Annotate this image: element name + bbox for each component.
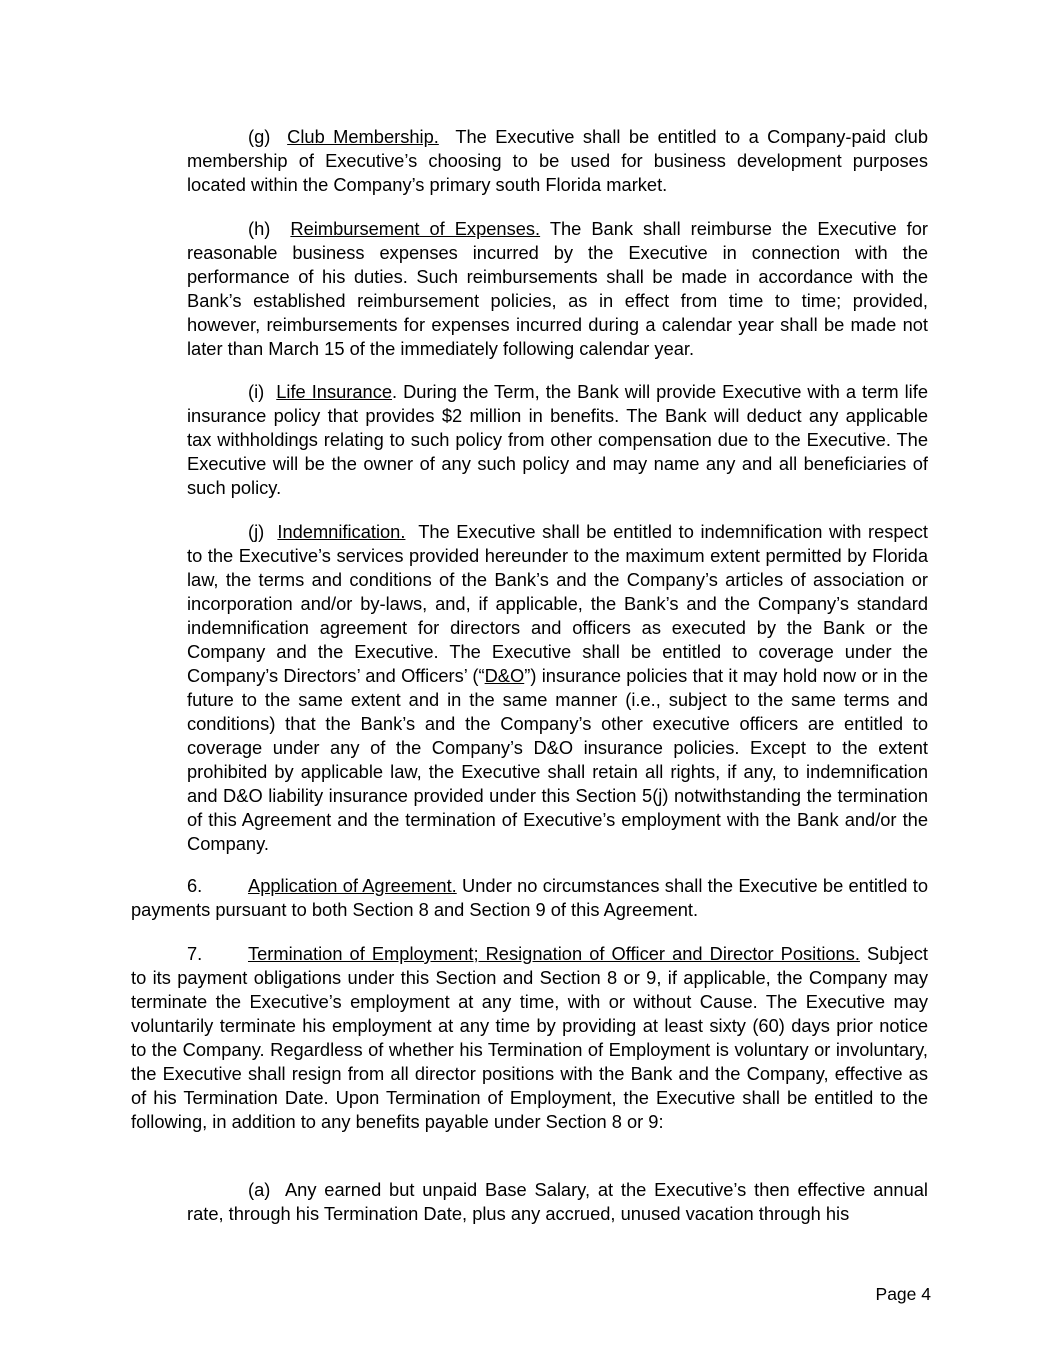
section-6-text: Under no circumstances shall the Executive be entitled to payments pursuant to both Section 8 and Section 9 of this Agreement. <box>131 875 928 920</box>
section-g-club-membership <box>187 125 928 197</box>
section-6-application <box>131 874 928 922</box>
section-g-text: The Executive shall be entitled to a Company-paid club membership of Executive’s choosing to be used for business development purposes located within the Company’s primary south Florida market. <box>187 126 929 195</box>
section-j-label: (j) <box>248 521 265 542</box>
page-number: Page 4 <box>875 1284 931 1304</box>
section-7-heading: Termination of Employment; Resignation of Officer and Director Positions. <box>248 943 860 964</box>
section-6-heading: Application of Agreement. <box>248 875 457 896</box>
section-g-heading: Club Membership. <box>287 126 439 147</box>
section-h-label: (h) <box>248 218 271 239</box>
section-h-text: The Bank shall reimburse the Executive for reasonable business expenses incurred by the Executive in connection with the performance of his duties. Such reimbursements shall be made in accordance with the Bank’s established reimbursement policies, as in effect from time to time; provided, however, reimbursements for expenses incurred during a calendar year shall be made not later than March 15 of the immediately following calendar year. <box>187 218 929 359</box>
section-6-label: 6. <box>187 875 203 896</box>
section-7-text: Subject to its payment obligations under this Section and Section 8 or 9, if applicable, the Company may terminate the Executive’s employment at any time, with or without Cause. The Executive may voluntarily terminate his employment at any time by providing at least sixty (60) days prior notice to the Company. Regardless of whether his Termination of Employment is voluntary or involuntary, the Executive shall resign from all director positions with the Bank and the Company, effective as of his Termination Date. Upon Termination of Employment, the Executive shall be entitled to the following, in addition to any benefits payable under Section 8 or 9: <box>131 943 928 1132</box>
section-7-label: 7. <box>187 943 203 964</box>
section-j-defined-term: D&O <box>484 665 525 686</box>
section-i-life-insurance <box>187 380 928 500</box>
section-i-heading: Life Insurance <box>276 381 393 402</box>
section-j-text-after: ”) insurance policies that it may hold now or in the future to the same extent and in the same manner (i.e., subject to the same terms and conditions) that the Bank’s and the Company’s other executive officers are entitled to coverage under any of the Company’s D&O insurance policies. Except to the extent prohibited by applicable law, the Executive shall retain all rights, if any, to indemnification and D&O liability insurance provided under this Section 5(j) notwithstanding the termination of this Agreement and the termination of Executive’s employment with the Bank and/or the Company. <box>187 665 928 854</box>
section-i-text: . During the Term, the Bank will provide Executive with a term life insurance policy that provides $2 million in benefits. The Bank will deduct any applicable tax withholdings relating to such policy from other compensation due to the Executive. The Executive will be the owner of any such policy and may name any and all beneficiaries of such policy. <box>187 381 928 498</box>
section-g-label: (g) <box>248 126 271 147</box>
section-7a-earned-salary <box>187 1178 928 1226</box>
section-j-indemnification <box>187 520 928 856</box>
section-i-label: (i) <box>248 381 265 402</box>
section-h-reimbursement <box>187 217 928 361</box>
section-7-termination <box>131 942 928 1134</box>
section-j-text-before: The Executive shall be entitled to indemnification with respect to the Executive’s services provided hereunder to the maximum extent permitted by Florida law, the terms and conditions of the Bank’s and the Company’s articles of association or incorporation and/or by-laws, and, if applicable, the Bank’s and the Company’s standard indemnification agreement for directors and officers as executed by the Bank or the Company and the Executive. The Executive shall be entitled to coverage under the Company’s Directors’ and Officers’ (“ <box>187 521 928 686</box>
section-7a-label: (a) <box>248 1179 271 1200</box>
section-h-heading: Reimbursement of Expenses. <box>290 218 541 239</box>
section-7a-text: Any earned but unpaid Base Salary, at the Executive’s then effective annual rate, through his Termination Date, plus any accrued, unused vacation through his <box>187 1179 928 1224</box>
section-j-heading: Indemnification. <box>277 521 406 542</box>
